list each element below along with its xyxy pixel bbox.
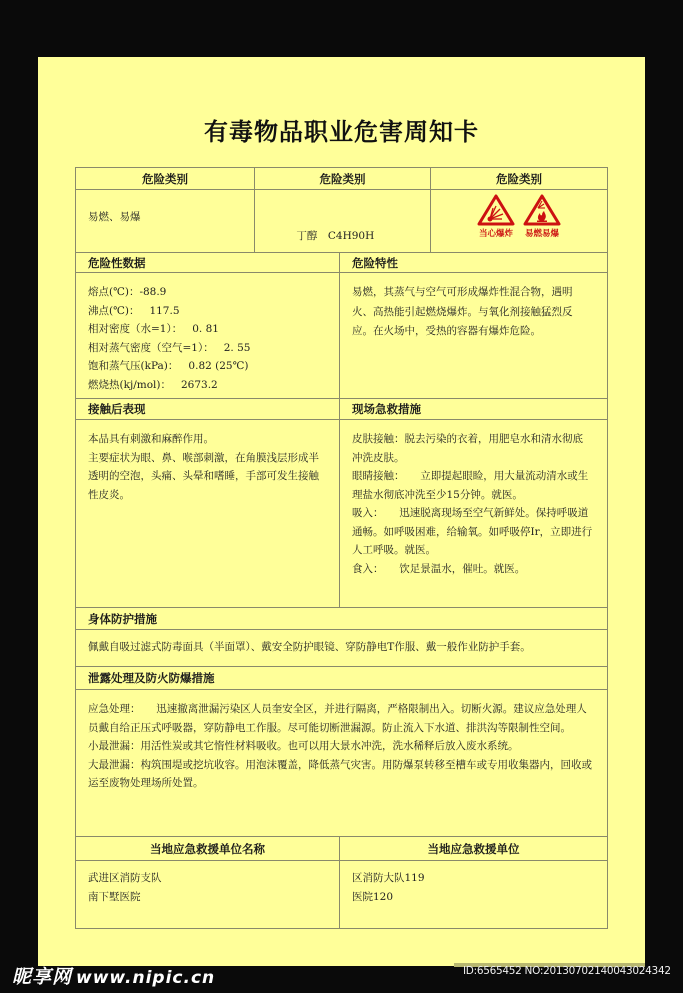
header-body-protection: 身体防护措施 [75,607,608,630]
card-title: 有毒物品职业危害周知卡 [204,118,479,146]
leak-large: 大最泄漏：构筑围堤或挖坑收容。用泡沫覆盖，降低蒸气灾害。用防爆泵转移至槽车或专用收集器内，回收或运至废物处理场所处置。 [88,758,592,789]
boiling-point: 沸点(℃)： 117.5 [88,304,180,317]
header-leak-handling: 泄露处理及防火防爆措施 [75,666,608,690]
substance-cell [254,189,431,253]
flammable-explosive-icon [523,194,561,226]
category-value-cell [75,189,255,253]
header-hazard-category-2: 危险类别 [254,167,431,190]
first-aid-eyes: 眼睛接触： 立即提起眼睑，用大量流动清水或生理盐水彻底冲洗至少15分钟。就医。 [352,470,589,501]
hazard-icons-cell [430,189,608,253]
watermark-brand [12,962,215,989]
saturated-vapor-pressure: 饱和蒸气压(kPa)： 0.82 (25℃) [88,360,249,372]
header-hazard-category-1: 危险类别 [75,167,255,190]
watermark-site: www.nipic.cn [76,968,216,988]
body-protection-cell [75,629,608,667]
hazard-explosion [477,194,515,239]
hazard-flammable-label: 易燃易爆 [524,229,559,239]
hazard-properties-cell [339,272,608,399]
emergency-unit-names-cell [75,860,340,929]
watermark-brand-name: 昵享网 [12,966,73,988]
watermark-id: ID:6565452 NO:20130702140043024342 [463,965,671,977]
first-aid-skin: 皮肤接触：脱去污染的衣着，用肥皂水和清水彻底冲洗皮肤。 [352,433,583,464]
header-emergency-unit-name: 当地应急救援单位名称 [75,836,340,861]
emergency-contact-fire: 区消防大队119 [352,872,425,884]
leak-handling-cell [75,689,608,837]
header-hazard-data: 危险性数据 [75,252,340,273]
hazard-properties-text: 易燃，其蒸气与空气可形成爆炸性混合物，遇明火、高热能引起燃烧爆炸。与氧化剂接触猛烈反应。在火场中，受热的容器有爆炸危险。 [352,286,573,337]
category-value: 易燃、易爆 [88,211,141,223]
header-first-aid: 现场急救措施 [339,398,608,420]
emergency-contact-hospital: 医院120 [352,890,394,903]
first-aid-inhalation: 吸入： 迅速脱离现场至空气新鲜处。保持呼吸道通畅。如呼吸困难，给输氧。如呼吸停Ir，立即进行人工呼吸。就医。 [352,507,593,556]
hazard-explosion-label: 当心爆炸 [478,229,513,239]
emergency-unit-contacts-cell [339,860,608,929]
relative-density: 相对密度（水=1）： 0. 81 [88,323,219,335]
body-protection-text: 佩戴自吸过滤式防毒面具（半面罩）、戴安全防护眼镜、穿防静电T作服、戴一般作业防护手套。 [88,641,531,653]
heat-of-combustion: 燃烧热(kj/mol)： 2673.2 [88,378,218,391]
header-hazard-properties: 危险特性 [339,252,608,273]
hazard-data-cell [75,272,340,399]
leak-small: 小最泄漏：用活性炭或其它惰性材料吸收。也可以用大景水冲洗，洗水稀释后放入废水系统。 [88,740,519,752]
substance-name: 丁醇 C4H90H [296,229,375,242]
header-emergency-unit-contact: 当地应急救援单位 [339,836,608,861]
header-hazard-category-3: 危险类别 [430,167,608,190]
hazard-flammable [523,194,561,239]
emergency-unit-fire-brigade: 武进区消防支队 [88,872,162,884]
header-exposure-symptoms: 接触后表现 [75,398,340,420]
melting-point: 熔点(℃)：-88.9 [88,286,167,298]
first-aid-cell [339,419,608,608]
emergency-unit-hospital: 南下墅医院 [88,890,141,903]
relative-vapor-density: 相对蒸气密度（空气=1）： 2. 55 [88,341,251,354]
leak-emergency-handling: 应急处理： 迅速撤离泄漏污染区人员奎安全区，并进行隔离，严格限制出入。切断火源。建议应急处理人员戴自给正压式呼吸器，穿防静电工作服。尽可能切断泄漏源。防止流入下水道、排洪沟等限制性空间。 [88,703,587,734]
exposure-effect: 本品具有刺激和麻醉作用。 [88,433,214,445]
explosion-warning-icon [477,194,515,226]
exposure-symptoms-cell [75,419,340,608]
first-aid-ingestion: 食入： 饮足景温水，催吐。就医。 [352,562,526,575]
exposure-main-symptoms: 主要症状为眼、鼻、喉部刺激，在角膜浅层形成半透明的空泡，头痛、头晕和嗜睡，手部可发生接触性皮炎。 [88,451,319,501]
